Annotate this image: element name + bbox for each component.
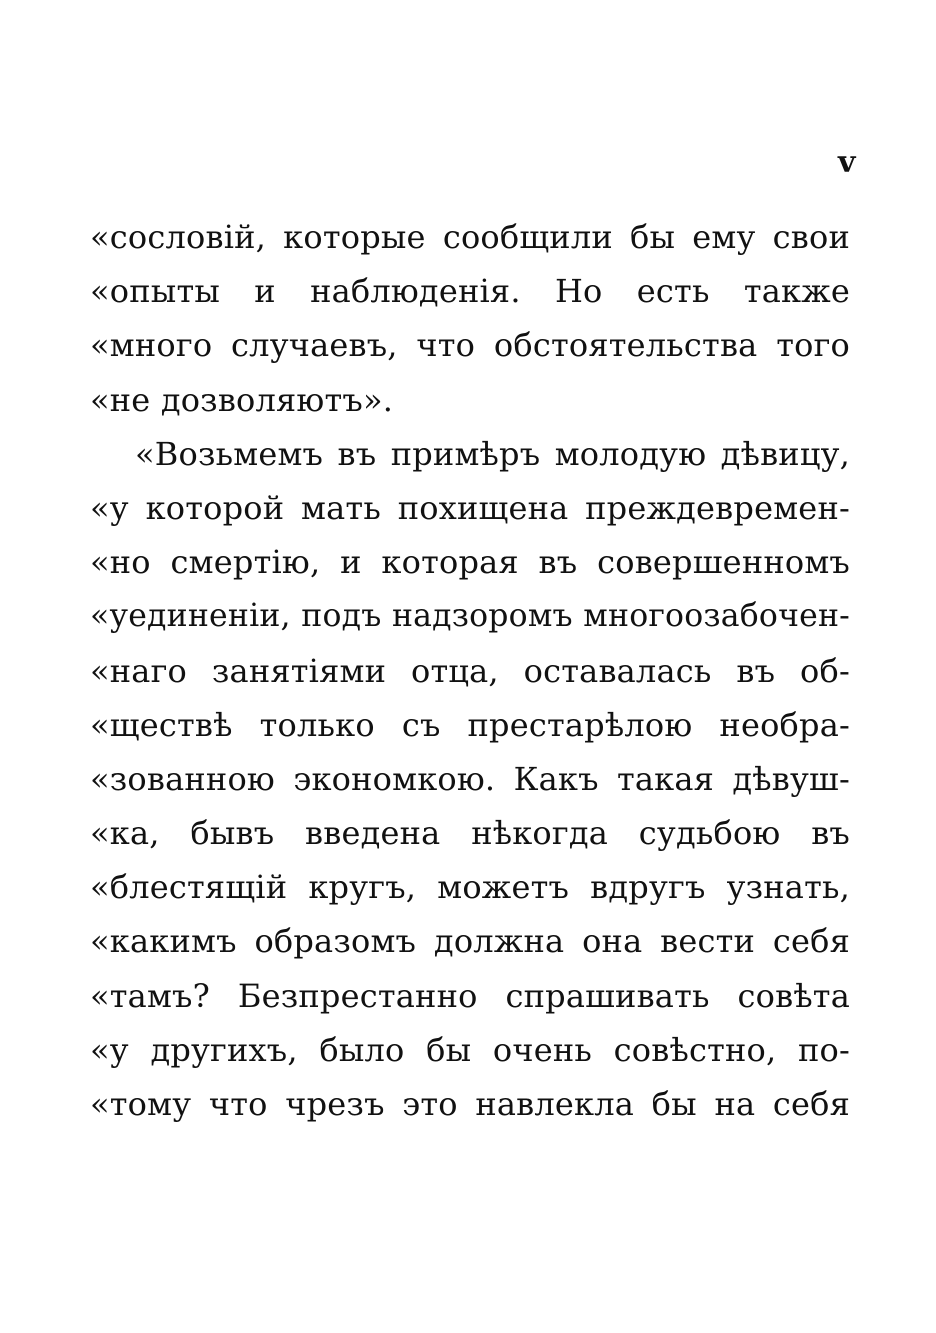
text-line: «опыты и наблюденія. Но есть также: [90, 272, 850, 311]
page-number: v: [838, 145, 856, 180]
text-line: «у которой мать похищена преждевремен-: [90, 488, 850, 527]
text-line: «у другихъ, было бы очень совѣстно, по-: [90, 1030, 850, 1069]
text-line: «но смертію, и которая въ совершенномъ: [90, 543, 850, 582]
paragraph-2: [90, 427, 850, 1131]
text-line: «тому что чрезъ это навлекла бы на себя: [90, 1085, 850, 1123]
text-line: «много случаевъ, что обстоятельства того: [90, 326, 850, 365]
text-line: «зованною экономкою. Какъ такая дѣвуш-: [90, 759, 850, 798]
text-line: «ществѣ только съ престарѣлою необра-: [90, 705, 850, 744]
text-line: «не дозволяютъ».: [90, 380, 394, 419]
body-text: [90, 210, 850, 1131]
text-line: «блестящій кругъ, можетъ вдругъ узнать,: [90, 868, 850, 907]
text-line: «ка, бывъ введена нѣкогда судьбою въ: [90, 814, 850, 853]
text-line: «тамъ? Безпрестанно спрашивать совѣта: [90, 976, 850, 1015]
text-line: «Возьмемъ въ примѣръ молодую дѣвицу,: [135, 434, 850, 473]
text-line: «уединеніи, подъ надзоромъ многоозабочен-: [90, 598, 850, 635]
text-line: «какимъ образомъ должна она вести себя: [90, 922, 850, 961]
text-line: «сословій, которые сообщили бы ему свои: [90, 218, 850, 256]
paragraph-1: [90, 210, 850, 427]
text-line: «наго занятіями отца, оставалась въ об-: [90, 651, 850, 690]
